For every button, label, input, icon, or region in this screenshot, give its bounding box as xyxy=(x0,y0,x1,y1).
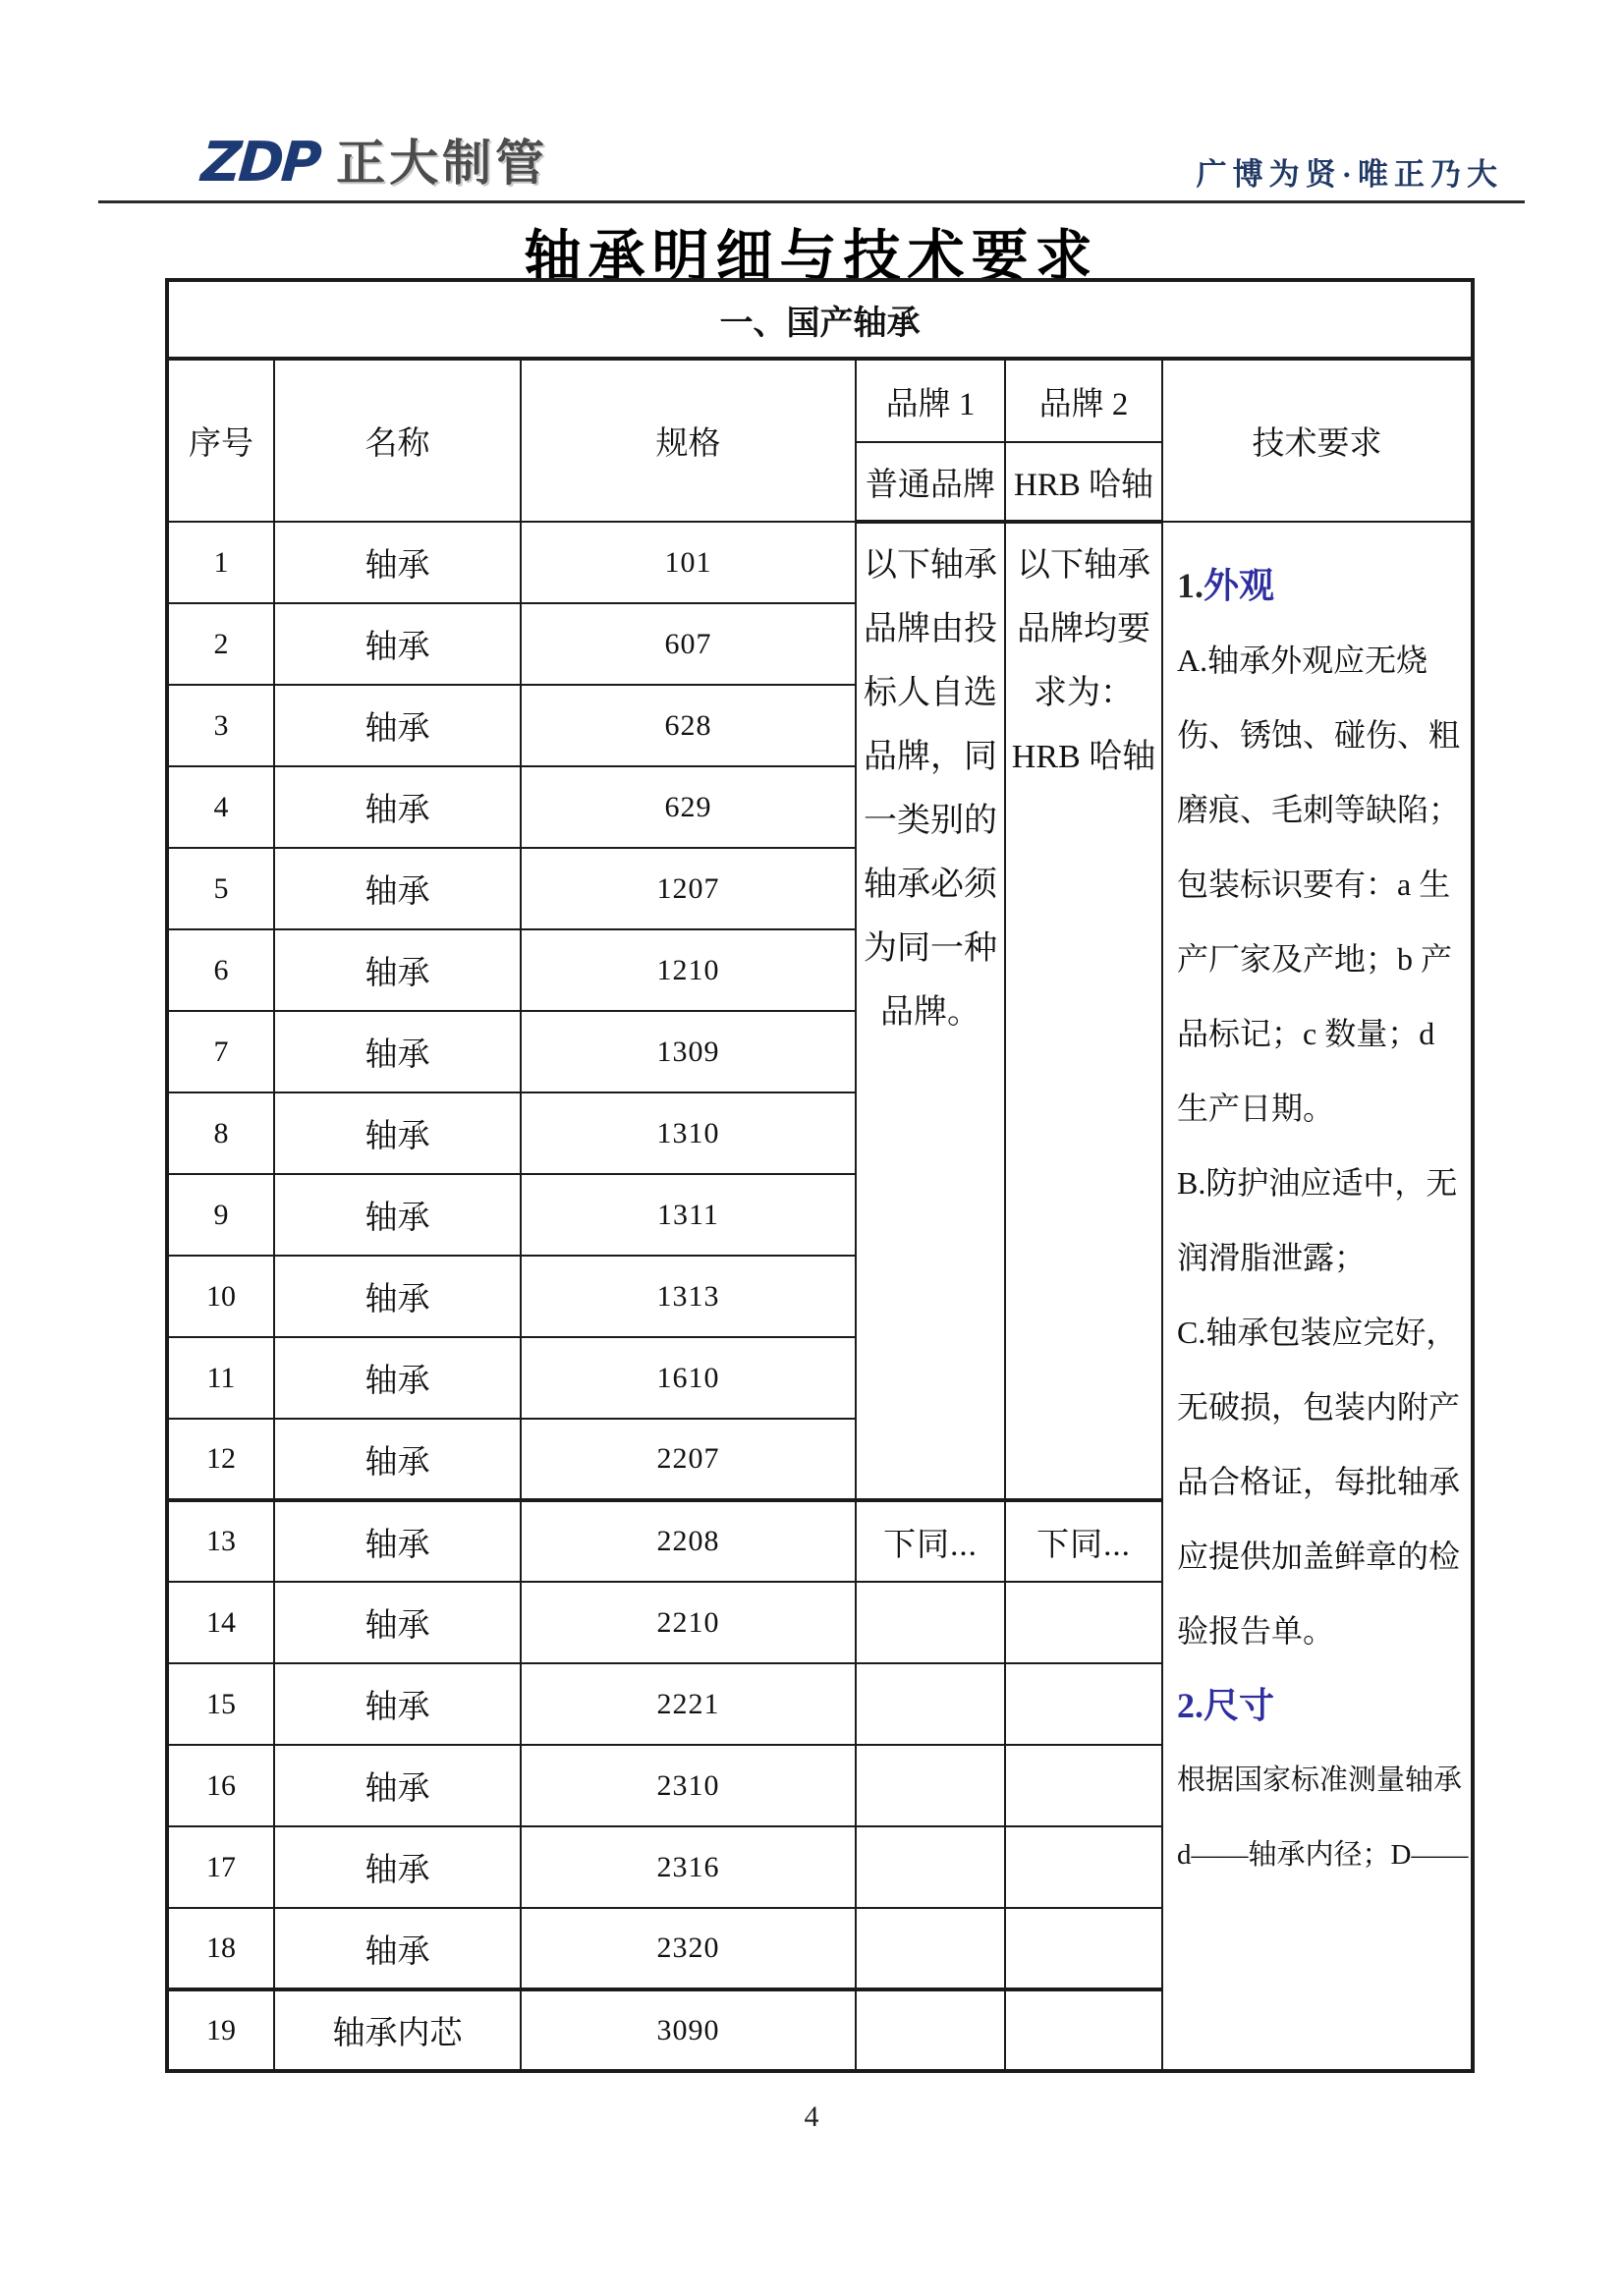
brand2-empty-cell xyxy=(1005,1989,1162,2071)
col-header-brand2-sub: HRB 哈轴 xyxy=(1005,442,1162,522)
page-number: 4 xyxy=(804,2100,819,2133)
name-cell: 轴承 xyxy=(274,685,521,766)
spec-cell: 2310 xyxy=(521,1745,856,1826)
spec-cell: 2210 xyxy=(521,1582,856,1663)
serial-cell: 9 xyxy=(167,1174,274,1256)
name-cell: 轴承 xyxy=(274,1582,521,1663)
col-header-tech: 技术要求 xyxy=(1162,359,1473,522)
spec-cell: 1311 xyxy=(521,1174,856,1256)
name-cell: 轴承 xyxy=(274,1337,521,1419)
name-cell: 轴承 xyxy=(274,766,521,848)
name-cell: 轴承 xyxy=(274,1908,521,1989)
brand2-ditto-cell: 下同... xyxy=(1005,1500,1162,1582)
spec-cell: 1610 xyxy=(521,1337,856,1419)
company-logo xyxy=(198,131,549,195)
col-header-no: 序号 xyxy=(167,359,274,522)
name-cell: 轴承 xyxy=(274,848,521,929)
spec-cell: 628 xyxy=(521,685,856,766)
header-divider xyxy=(98,200,1525,203)
brand1-empty-cell xyxy=(856,1582,1005,1663)
spec-cell: 2208 xyxy=(521,1500,856,1582)
company-slogan: 广博为贤·唯正乃大 xyxy=(1196,157,1503,192)
serial-cell: 8 xyxy=(167,1092,274,1174)
name-cell: 轴承 xyxy=(274,1174,521,1256)
brand1-empty-cell xyxy=(856,1908,1005,1989)
serial-cell: 17 xyxy=(167,1826,274,1908)
name-cell: 轴承 xyxy=(274,603,521,685)
brand1-empty-cell xyxy=(856,1826,1005,1908)
col-header-name: 名称 xyxy=(274,359,521,522)
serial-cell: 12 xyxy=(167,1419,274,1500)
name-cell: 轴承 xyxy=(274,1419,521,1500)
serial-cell: 6 xyxy=(167,929,274,1011)
serial-cell: 1 xyxy=(167,522,274,603)
spec-cell: 2207 xyxy=(521,1419,856,1500)
tech-para-d: 根据国家标准测量轴承 xyxy=(1177,1764,1463,1796)
section-header-row xyxy=(167,280,1473,359)
logo-company-name: 正大制管 xyxy=(336,136,549,191)
name-cell: 轴承内芯 xyxy=(274,1989,521,2071)
name-cell: 轴承 xyxy=(274,1092,521,1174)
serial-cell: 19 xyxy=(167,1989,274,2071)
tech-section-1-title: 外观 xyxy=(1203,566,1275,605)
table-row xyxy=(167,522,1473,603)
serial-cell: 14 xyxy=(167,1582,274,1663)
name-cell: 轴承 xyxy=(274,1011,521,1092)
spec-cell: 1313 xyxy=(521,1256,856,1337)
spec-cell: 1309 xyxy=(521,1011,856,1092)
tech-section-1-number: 1. xyxy=(1177,566,1203,605)
bearing-table-wrap xyxy=(165,278,1475,2073)
spec-cell: 2320 xyxy=(521,1908,856,1989)
serial-cell: 10 xyxy=(167,1256,274,1337)
serial-cell: 11 xyxy=(167,1337,274,1419)
serial-cell: 4 xyxy=(167,766,274,848)
tech-para-a: A.轴承外观应无烧伤、锈蚀、碰伤、粗磨痕、毛刺等缺陷；包装标识要有：a 生产厂家及产地；b 产品标记；c 数量；d 生产日期。 xyxy=(1177,643,1461,1126)
col-header-brand1: 品牌 1 xyxy=(856,359,1005,442)
tech-section-1-heading xyxy=(1177,548,1463,623)
bearing-table xyxy=(165,278,1475,2073)
spec-cell: 2316 xyxy=(521,1826,856,1908)
col-header-brand1-sub: 普通品牌 xyxy=(856,442,1005,522)
spec-cell: 2221 xyxy=(521,1663,856,1745)
name-cell: 轴承 xyxy=(274,1745,521,1826)
brand1-note-cell: 以下轴承品牌由投标人自选品牌，同一类别的轴承必须为同一种品牌。 xyxy=(856,522,1005,1500)
brand2-empty-cell xyxy=(1005,1663,1162,1745)
section-title: 一、国产轴承 xyxy=(167,280,1473,359)
brand1-empty-cell xyxy=(856,1989,1005,2071)
tech-para-c: C.轴承包装应完好，无破损，包装内附产品合格证，每批轴承应提供加盖鲜章的检验报告单。 xyxy=(1177,1315,1461,1649)
spec-cell: 1210 xyxy=(521,929,856,1011)
tech-section-2-heading: 2.尺寸 xyxy=(1177,1686,1275,1725)
serial-cell: 18 xyxy=(167,1908,274,1989)
brand2-note-brand: HRB 哈轴 xyxy=(1011,739,1156,775)
name-cell: 轴承 xyxy=(274,522,521,603)
spec-cell: 3090 xyxy=(521,1989,856,2071)
serial-cell: 13 xyxy=(167,1500,274,1582)
tech-para-e: d——轴承内径；D—— xyxy=(1177,1839,1469,1871)
tech-para-b: B.防护油应适中，无润滑脂泄露； xyxy=(1177,1165,1458,1275)
serial-cell: 15 xyxy=(167,1663,274,1745)
brand2-note-text: 以下轴承品牌均要求为： xyxy=(1017,547,1150,711)
spec-cell: 1207 xyxy=(521,848,856,929)
name-cell: 轴承 xyxy=(274,1500,521,1582)
brand2-note-cell xyxy=(1005,522,1162,1500)
name-cell: 轴承 xyxy=(274,1663,521,1745)
spec-cell: 607 xyxy=(521,603,856,685)
serial-cell: 3 xyxy=(167,685,274,766)
brand2-empty-cell xyxy=(1005,1826,1162,1908)
col-header-spec: 规格 xyxy=(521,359,856,522)
serial-cell: 2 xyxy=(167,603,274,685)
name-cell: 轴承 xyxy=(274,1256,521,1337)
brand1-ditto-cell: 下同... xyxy=(856,1500,1005,1582)
name-cell: 轴承 xyxy=(274,929,521,1011)
serial-cell: 16 xyxy=(167,1745,274,1826)
column-header-row-1 xyxy=(167,359,1473,442)
brand2-empty-cell xyxy=(1005,1908,1162,1989)
brand1-empty-cell xyxy=(856,1663,1005,1745)
serial-cell: 5 xyxy=(167,848,274,929)
page-title: 轴承明细与技术要求 xyxy=(524,225,1099,289)
brand2-empty-cell xyxy=(1005,1745,1162,1826)
spec-cell: 101 xyxy=(521,522,856,603)
brand1-empty-cell xyxy=(856,1745,1005,1826)
spec-cell: 1310 xyxy=(521,1092,856,1174)
col-header-brand2: 品牌 2 xyxy=(1005,359,1162,442)
spec-cell: 629 xyxy=(521,766,856,848)
tech-requirements-cell xyxy=(1162,522,1473,2071)
name-cell: 轴承 xyxy=(274,1826,521,1908)
logo-zdp-mark: ZDP xyxy=(198,131,321,195)
serial-cell: 7 xyxy=(167,1011,274,1092)
brand2-empty-cell xyxy=(1005,1582,1162,1663)
